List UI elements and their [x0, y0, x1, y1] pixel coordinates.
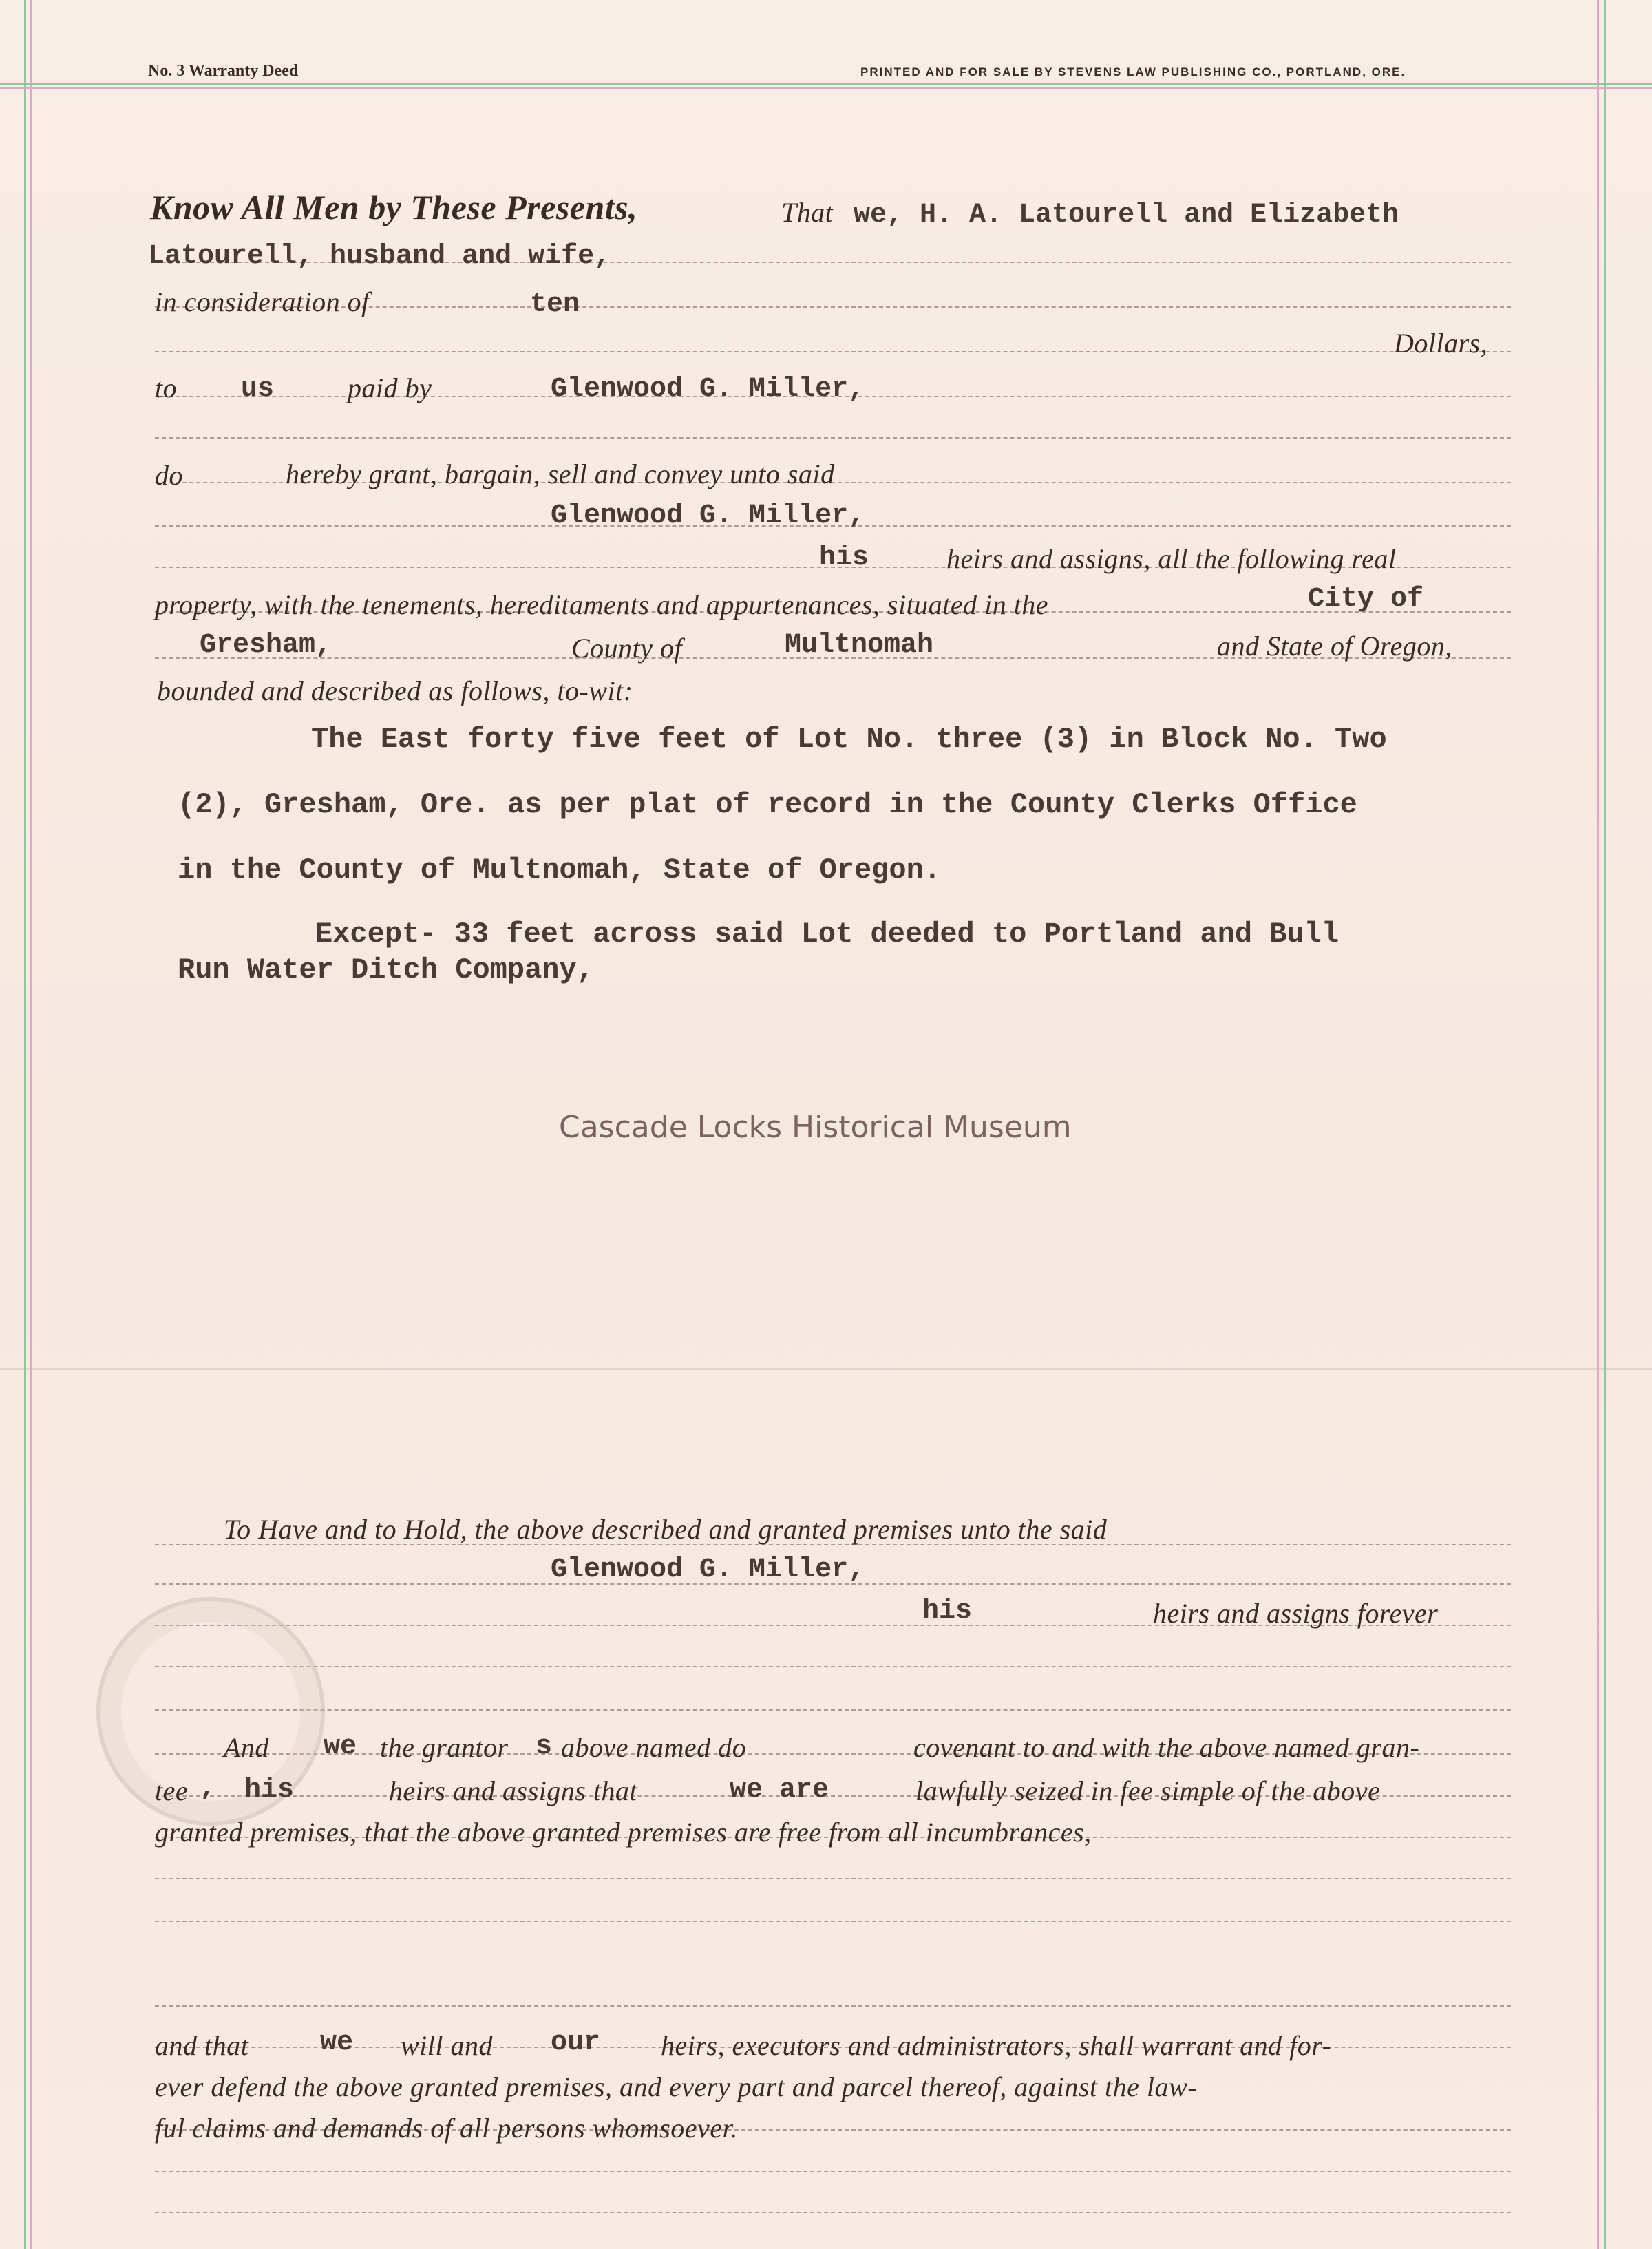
warrant-we: we [320, 2027, 354, 2058]
city-name: Gresham, [200, 630, 332, 661]
heirs-text: heirs and assigns, all the following real [946, 543, 1397, 574]
legal-description-line: Except- 33 feet across said Lot deeded to Portland and Bull [315, 918, 1339, 951]
grantee-name-2: Glenwood G. Miller, [551, 500, 865, 531]
ruled-line [155, 2171, 1511, 2172]
legal-description-line: in the County of Multnomah, State of Oregon. [178, 854, 941, 887]
to-label: to [155, 372, 178, 403]
covenant-above-named: above named do [561, 1732, 747, 1763]
ruled-line [155, 2212, 1511, 2213]
county-name: Multnomah [785, 630, 934, 661]
covenant-granted: granted premises, that the above granted premises are free from all incumbrances, [155, 1817, 1092, 1848]
state-text: and State of Oregon, [1217, 631, 1452, 662]
that-label: That [781, 197, 834, 228]
grantors-line1: we, H. A. Latourell and Elizabeth [854, 200, 1399, 231]
museum-watermark: Cascade Locks Historical Museum [559, 1110, 1072, 1145]
covenant-lawfully: lawfully seized in fee simple of the above [915, 1775, 1381, 1806]
warrant-our: our [551, 2027, 601, 2058]
ruled-line [155, 1921, 1511, 1922]
warrant-defend: ever defend the above granted premises, and every part and parcel thereof, against the law- [155, 2071, 1198, 2102]
ruled-line [155, 351, 1511, 352]
header-rule [0, 87, 1652, 89]
warrant-will-and: will and [401, 2030, 494, 2061]
margin-rule [30, 0, 32, 2249]
warrant-and-that: and that [155, 2030, 249, 2061]
ruled-line [155, 1709, 1511, 1711]
habendum-pronoun: his [922, 1596, 973, 1627]
intro-heading: Know All Men by These Presents, [150, 188, 638, 226]
county-label: County of [571, 633, 683, 664]
property-text: property, with the tenements, hereditaments and appurtenances, situated in the [155, 589, 1049, 620]
printer-credit: PRINTED AND FOR SALE BY STEVENS LAW PUBLISHING CO., PORTLAND, ORE. [860, 65, 1406, 78]
legal-description-line: Run Water Ditch Company, [178, 953, 594, 986]
grant-text: hereby grant, bargain, sell and convey unto said [286, 458, 835, 489]
covenant-and: And [224, 1732, 269, 1763]
warrant-claims: ful claims and demands of all persons whomsoever. [155, 2113, 738, 2144]
ruled-line [155, 1878, 1511, 1879]
habendum-grantee: Glenwood G. Miller, [551, 1554, 865, 1585]
bounded-text: bounded and described as follows, to-wit: [157, 675, 633, 706]
ruled-line [155, 1666, 1511, 1667]
habendum-text: To Have and to Hold, the above described and granted premises unto the said [224, 1514, 1108, 1545]
grantee-pronoun: his [819, 542, 869, 573]
covenant-text: covenant to and with the above named gran- [913, 1732, 1420, 1763]
covenant-tee: tee [155, 1775, 189, 1806]
covenant-we: we [324, 1731, 357, 1762]
header-rule [0, 83, 1652, 85]
covenant-we-are: we are [730, 1775, 829, 1806]
ruled-line [155, 437, 1511, 439]
covenant-heirs-assigns: heirs and assigns that [389, 1775, 638, 1806]
city-label: City of [1308, 584, 1424, 615]
fold-crease [0, 1368, 1652, 1370]
covenant-comma: , [200, 1773, 217, 1804]
margin-rule [1597, 0, 1599, 2249]
paid-by-label: paid by [348, 372, 432, 403]
habendum-heirs: heirs and assigns forever [1153, 1598, 1439, 1629]
form-name: No. 3 Warranty Deed [148, 62, 299, 80]
margin-rule [1604, 0, 1606, 2249]
covenant-grantor: the grantor [380, 1732, 509, 1763]
legal-description-line: The East forty five feet of Lot No. three (3) in Block No. Two [311, 723, 1387, 756]
ruled-line [155, 2005, 1511, 2007]
dollars-label: Dollars, [1394, 328, 1488, 359]
warrant-executors: heirs, executors and administrators, shall warrant and for- [661, 2030, 1332, 2061]
legal-description-line: (2), Gresham, Ore. as per plat of record in the County Clerks Office [178, 788, 1357, 821]
margin-rule [24, 0, 26, 2249]
grantors-line2: Latourell, husband and wife, [148, 241, 611, 272]
grantee-name: Glenwood G. Miller, [551, 374, 865, 405]
covenant-s: s [536, 1731, 553, 1762]
consideration-amount: ten [530, 289, 580, 320]
consideration-label: in consideration of [155, 286, 370, 317]
covenant-his: his [244, 1775, 295, 1806]
do-label: do [155, 460, 183, 491]
to-whom: us [241, 374, 275, 405]
